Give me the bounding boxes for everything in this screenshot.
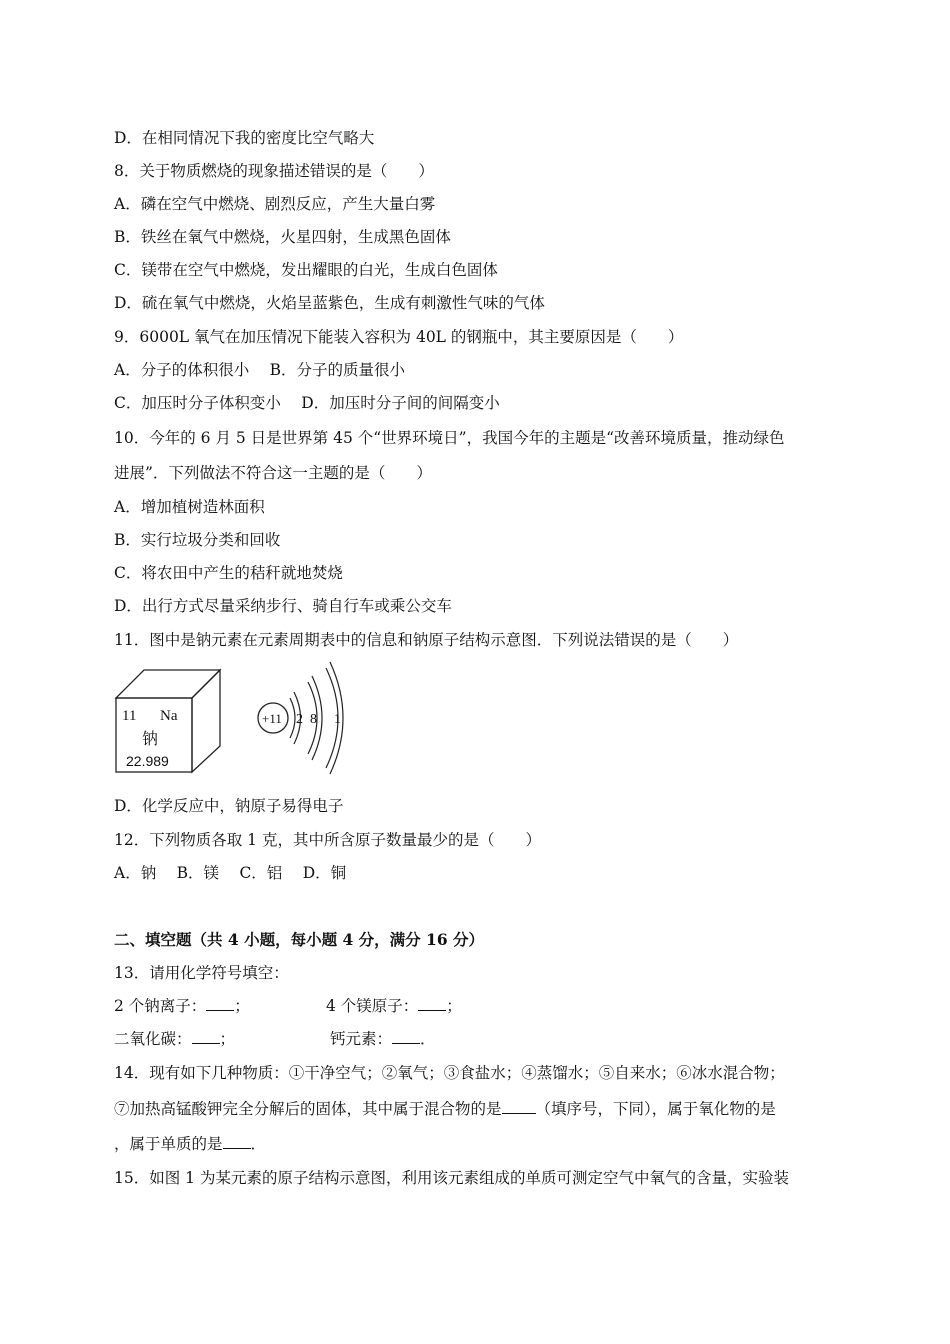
element-symbol: Na: [160, 708, 178, 724]
question-8: 8．关于物质燃烧的现象描述错误的是（ ）: [114, 162, 434, 180]
q14-line2-b: （填序号，下同），属于氧化物的是: [535, 1100, 776, 1118]
sodium-figure: [112, 660, 352, 780]
option-11d: D．化学反应中，钠原子易得电子: [114, 797, 344, 815]
q14-line2-a: ⑦加热高锰酸钾完全分解后的固体，其中属于混合物的是: [114, 1100, 502, 1118]
question-13: 13．请用化学符号填空：: [114, 964, 289, 982]
shell-2-count: 8: [310, 712, 317, 727]
question-15: 15．如图 1 为某元素的原子结构示意图，利用该元素组成的单质可测定空气中氧气的含量，实验装: [114, 1169, 789, 1187]
q13-row2-right: [330, 1029, 436, 1049]
options-9cd: C．加压时分子体积变小 D．加压时分子间的间隔变小: [114, 394, 500, 412]
shell-3-count: 1: [334, 712, 341, 727]
q13-b-label: 4 个镁原子：: [326, 997, 419, 1015]
option-10b: B．实行垃圾分类和回收: [114, 531, 281, 549]
q13-row2-left: [114, 1029, 235, 1049]
answer-blank[interactable]: [418, 996, 446, 1011]
q13-a-label: 2 个钠离子：: [114, 997, 207, 1015]
answer-blank[interactable]: [192, 1029, 220, 1044]
answer-blank[interactable]: [206, 996, 234, 1011]
option-8a: A．磷在空气中燃烧、剧烈反应，产生大量白雾: [114, 195, 436, 213]
q13-a-sep: ；: [234, 997, 250, 1015]
section-2-heading: 二、填空题（共 4 小题，每小题 4 分，满分 16 分）: [114, 930, 485, 949]
question-14-line1: 14．现有如下几种物质：①干净空气；②氧气；③食盐水；④蒸馏水；⑤自来水；⑥冰水混合物；: [114, 1064, 785, 1082]
option-10c: C．将农田中产生的秸秆就地焚烧: [114, 564, 343, 582]
q13-c-sep: ；: [219, 1030, 236, 1048]
q13-d-end: ．: [420, 1030, 436, 1048]
q13-c-label: 二氧化碳：: [114, 1030, 192, 1048]
q13-b-sep: ；: [446, 997, 462, 1015]
q13-row1-left: [114, 996, 250, 1016]
shell-1-count: 2: [296, 712, 303, 727]
options-12: A．钠 B．镁 C．铝 D．铜: [114, 864, 347, 882]
element-number: 11: [122, 708, 137, 724]
nucleus-charge: +11: [262, 711, 282, 726]
q13-d-label: 钙元素：: [330, 1030, 393, 1048]
question-10-line2: 进展”．下列做法不符合这一主题的是（ ）: [114, 464, 432, 482]
question-14-line2: [114, 1099, 776, 1119]
line-d-density: D．在相同情况下我的密度比空气略大: [114, 129, 375, 147]
question-9: 9．6000L 氧气在加压情况下能装入容积为 40L 的钢瓶中，其主要原因是（ ）: [114, 328, 684, 346]
element-name: 钠: [142, 729, 159, 748]
question-10-line1: 10．今年的 6 月 5 日是世界第 45 个“世界环境日”，我国今年的主题是“改善环境质量，推动绿色: [114, 429, 785, 447]
option-8c: C．镁带在空气中燃烧，发出耀眼的白光，生成白色固体: [114, 261, 498, 279]
answer-blank[interactable]: [502, 1099, 536, 1114]
q14-line3-b: ．: [250, 1135, 267, 1153]
question-14-line3: [114, 1134, 266, 1154]
options-9ab: A．分子的体积很小 B．分子的质量很小: [114, 361, 406, 379]
question-11: 11．图中是钠元素在元素周期表中的信息和钠原子结构示意图．下列说法错误的是（ ）: [114, 631, 739, 649]
q14-line3-a: ，属于单质的是: [114, 1135, 223, 1153]
q13-row1-right: [326, 996, 462, 1016]
answer-blank[interactable]: [223, 1134, 251, 1149]
question-12: 12．下列物质各取 1 克，其中所含原子数量最少的是（ ）: [114, 831, 541, 849]
answer-blank[interactable]: [392, 1029, 420, 1044]
option-8b: B．铁丝在氧气中燃烧，火星四射，生成黑色固体: [114, 228, 451, 246]
option-10a: A．增加植树造林面积: [114, 498, 265, 516]
element-mass: 22.989: [126, 753, 169, 769]
option-10d: D．出行方式尽量采纳步行、骑自行车或乘公交车: [114, 597, 452, 615]
option-8d: D．硫在氧气中燃烧，火焰呈蓝紫色，生成有刺激性气味的气体: [114, 294, 545, 312]
